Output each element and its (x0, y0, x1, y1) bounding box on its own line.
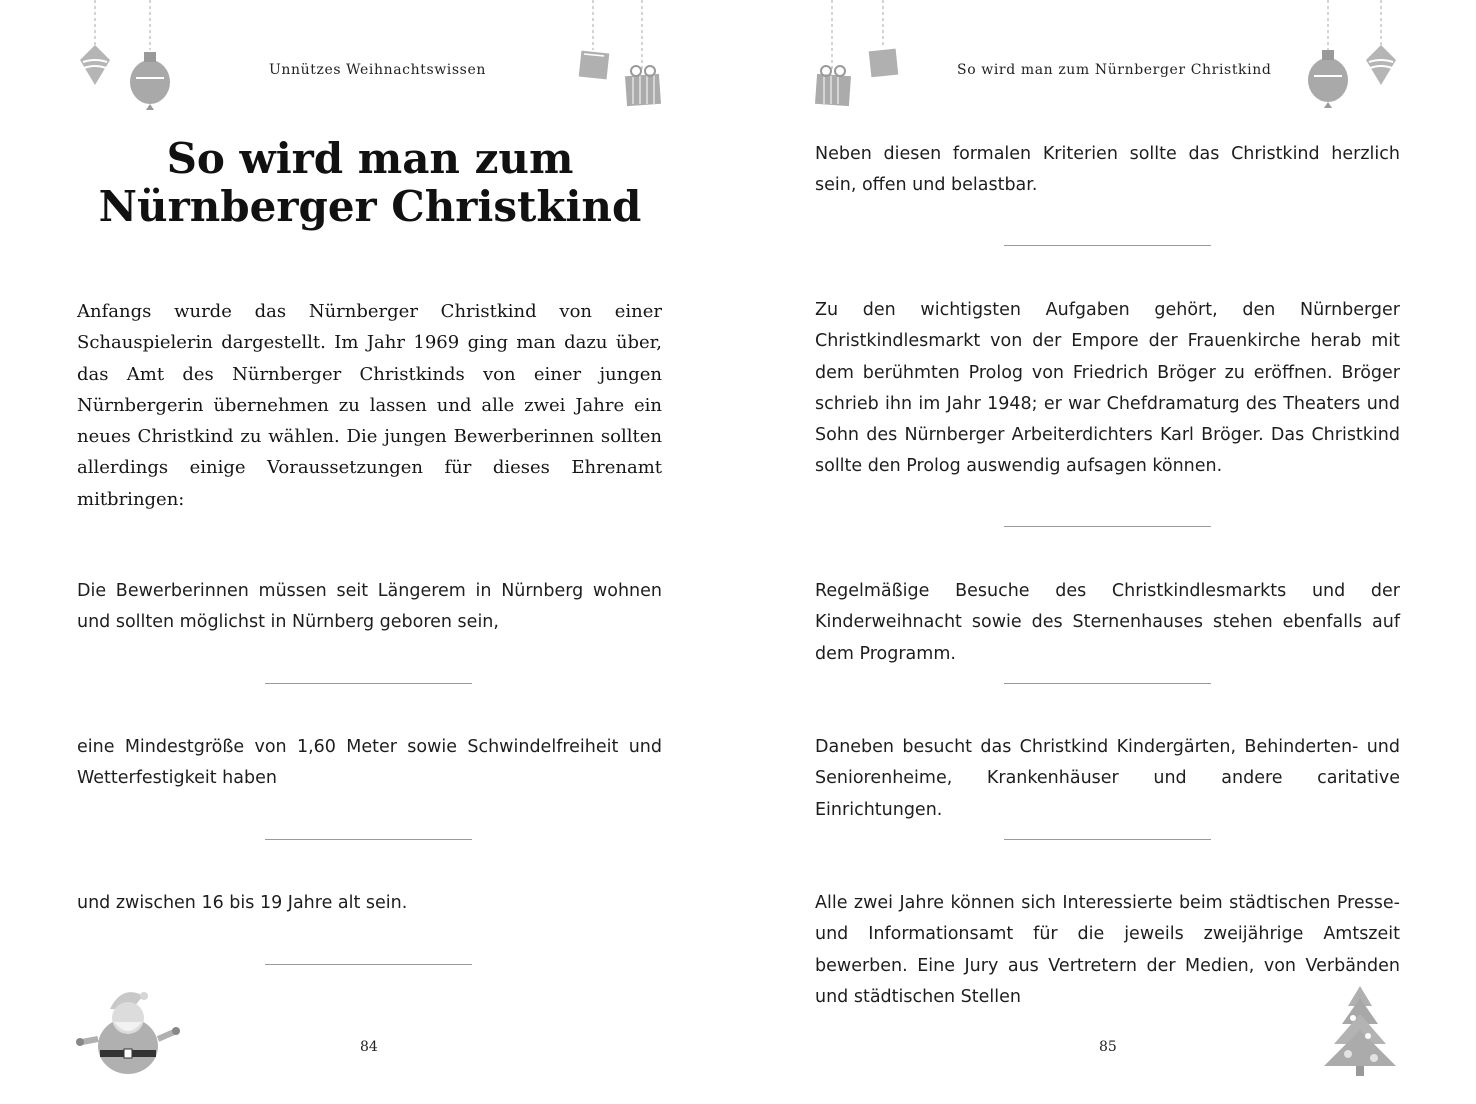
body-paragraph: Neben diesen formalen Kriterien sollte das Christkind herzlich sein, offen und belastbar. (815, 144, 1400, 196)
section-divider (265, 964, 472, 965)
santa-icon (72, 984, 187, 1079)
section-divider (1004, 839, 1211, 840)
body-paragraph: Zu den wichtigsten Aufgaben gehört, den Nürnberger Christkindlesmarkt von der Empore der Frauenkirche herab mit dem berühmten Prolog von Friedrich Bröger zu eröffnen. Bröger schrieb ihn im Jahr 1948; er war Chefdramaturg des Theaters und Sohn des Nürnberger Arbeiterdichters Karl Bröger. Das Christkind sollte den Prolog auswendig aufsagen können. (815, 300, 1400, 477)
body-paragraph: Die Bewerberinnen müssen seit Längerem in Nürnberg wohnen und sollten möglichst in Nürnberg geboren sein, (77, 581, 662, 633)
christmas-ornament-icon (1303, 0, 1413, 110)
running-head: So wird man zum Nürnberger Christkind (957, 62, 1272, 78)
title-line: So wird man zum (166, 134, 574, 183)
page-number: 84 (360, 1039, 378, 1055)
body-paragraph: eine Mindestgröße von 1,60 Meter sowie Schwindelfreiheit und Wetterfestigkeit haben (77, 737, 662, 789)
body-paragraph: Regelmäßige Besuche des Christkindlesmarkts und der Kinderweihnacht sowie des Sternenhauses stehen ebenfalls auf dem Programm. (815, 581, 1400, 664)
running-head: Unnützes Weihnachtswissen (269, 62, 486, 78)
right-page (738, 0, 1476, 1104)
page-number: 85 (1099, 1039, 1117, 1055)
christmas-ornament-icon (70, 0, 180, 110)
gift-box-icon (810, 0, 910, 110)
title-line: Nürnberger Christkind (98, 182, 642, 231)
section-divider (265, 839, 472, 840)
section-divider (1004, 245, 1211, 246)
gift-box-icon (570, 0, 670, 110)
section-divider (1004, 526, 1211, 527)
page-title (60, 135, 680, 231)
christmas-tree-icon (1318, 984, 1403, 1079)
section-divider (265, 683, 472, 684)
intro-paragraph: Anfangs wurde das Nürnberger Christkind von einer Schauspielerin dargestellt. Im Jahr 1969 ging man dazu über, das Amt des Nürnberger Christkinds von einer jungen Nürnbergerin übernehmen zu lassen und alle zwei Jahre ein neues Christkind zu wählen. Die jungen Bewerberinnen sollten allerdings einige Voraussetzungen für dieses Ehrenamt mitbringen: (77, 301, 662, 510)
body-paragraph: und zwischen 16 bis 19 Jahre alt sein. (77, 893, 408, 913)
body-paragraph: Alle zwei Jahre können sich Interessierte beim städtischen Presse- und Informationsamt für die jeweils zweijährige Amtszeit bewerben. Eine Jury aus Vertretern der Medien, von Verbänden und städtischen Stellen (815, 893, 1400, 1007)
section-divider (1004, 683, 1211, 684)
body-paragraph: Daneben besucht das Christkind Kindergärten, Behinderten- und Seniorenheime, Krankenhäuser und andere caritative Einrichtungen. (815, 737, 1400, 820)
